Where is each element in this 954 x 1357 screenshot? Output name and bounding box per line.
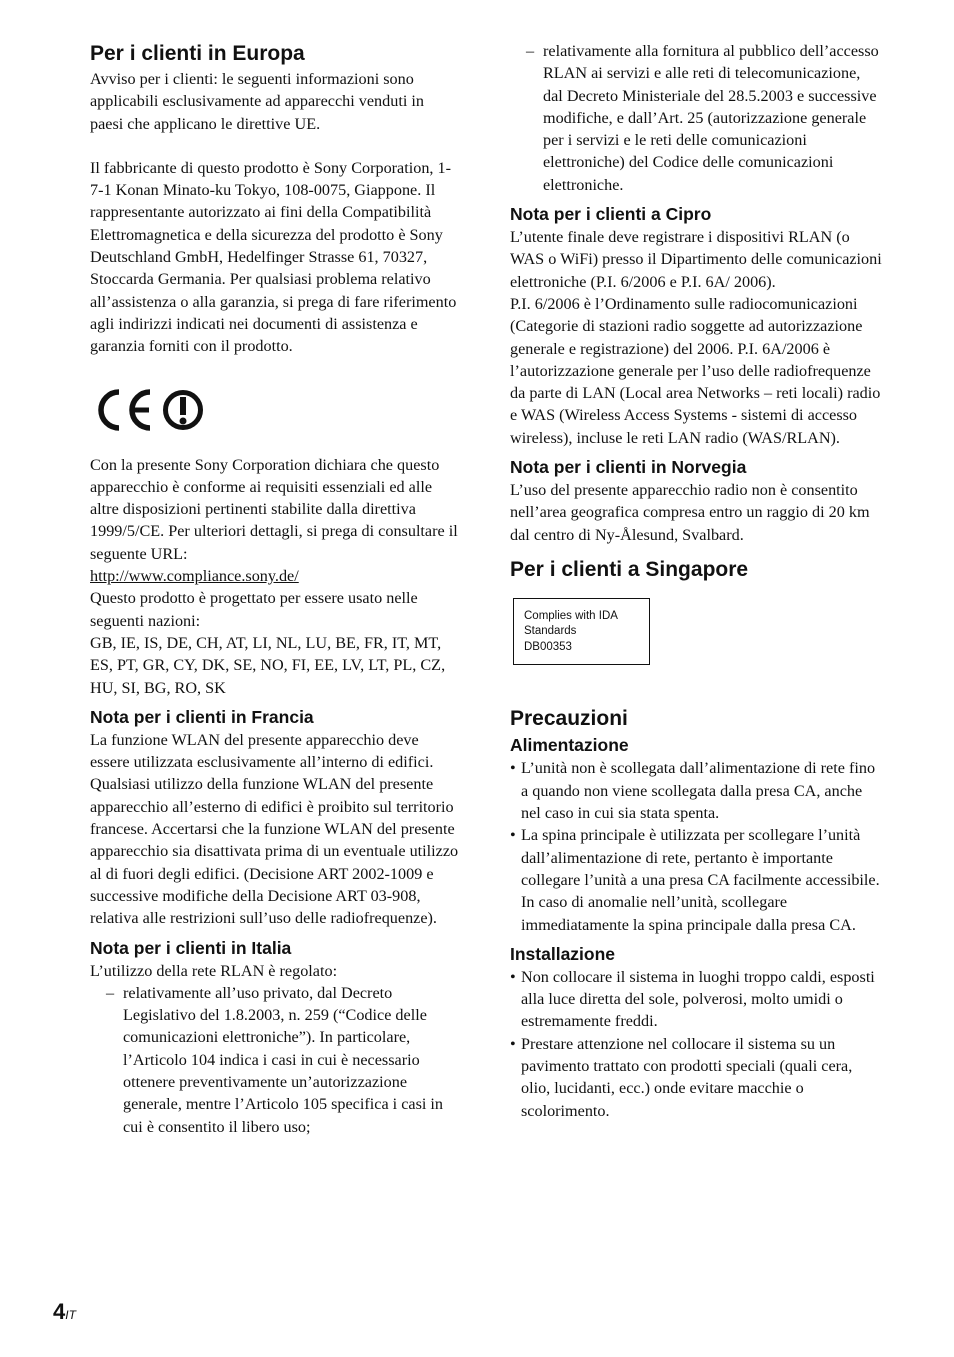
- installazione-bullet-2: • Prestare attenzione nel collocare il sistema su un pavimento trattato con prodotti speciali (quali cera, olio, lucidanti, ecc.) onde evitare macchie o scolorimento.: [510, 1033, 882, 1122]
- cipro-p1: L’utente finale deve registrare i dispositivi RLAN (o WAS o WiFi) presso il Dipartimento delle comunicazioni elettroniche (P.I. 6/2006 e P.I. 6A/ 2006).: [510, 228, 882, 291]
- cipro-p2: P.I. 6/2006 è l’Ordinamento sulle radiocomunicazioni (Categorie di stazioni radio soggette ad autorizzazione generale e registrazione) del 2006. P.I. 6A/2006 è l’autorizzazione generale per l’uso delle radiofrequenze da parte di LAN (Local area Networks – reti locali) radio e WAS (Wireless Access Systems - sistemi di accesso wireless), incluse le reti LAN radio (WAS/RLAN).: [510, 294, 881, 447]
- heading-italia: Nota per i clienti in Italia: [90, 937, 292, 958]
- italia-p1: L’utilizzo della rete RLAN è regolato:: [90, 961, 338, 980]
- alimentazione-bullet-1: • L’unità non è scollegata dall’alimentazione di rete fino a quando non viene scollegata dalla presa CA, anche nel caso in cui sia stata spenta.: [510, 757, 882, 824]
- ida-line-1: Complies with IDA: [524, 609, 618, 622]
- countries-list: GB, IE, IS, DE, CH, AT, LI, NL, LU, BE, FR, IT, MT, ES, PT, GR, CY, DK, SE, NO, FI, EE, LV, LT, PL, CZ, HU, SI, BG, RO, SK: [90, 633, 446, 697]
- compliance-link[interactable]: http://www.compliance.sony.de/: [90, 567, 299, 586]
- heading-france: Nota per i clienti in Francia: [90, 706, 314, 727]
- declaration-text: Con la presente Sony Corporation dichiara che questo apparecchio è conforme ai requisiti essenziali ed alle altre disposizioni pertinenti stabilite dalla direttiva 1999/5/CE. Per ulteriori dettagli, si prega di consultare il seguente URL:: [90, 455, 458, 563]
- france-p1: La funzione WLAN del presente apparecchio deve essere utilizzata esclusivamente all’interno di edifici.: [90, 730, 434, 772]
- heading-cipro: Nota per i clienti a Cipro: [510, 204, 712, 225]
- heading-singapore: Per i clienti a Singapore: [510, 557, 749, 581]
- right-column: [510, 40, 882, 1122]
- alimentazione-bullet-2: • La spina principale è utilizzata per scollegare l’unità dall’alimentazione di rete, pertanto è importante collegare l’unità a una presa CA facilmente accessibile. In caso di anomalie nell’unità, scollegare immediatamente la spina principale dalla presa CA.: [510, 824, 882, 935]
- italia-dash-item-1: – relativamente all’uso privato, dal Decreto Legislativo del 1.8.2003, n. 259 (“Codice delle comunicazioni elettroniche”). In particolare, l’Articolo 104 indica i casi in cui è necessario ottenere preventivamente un’autorizzazione generale, mentre l’Articolo 105 specifica i casi in cui è consentito il libero uso;: [90, 982, 460, 1138]
- ida-line-2: Standards: [524, 625, 577, 638]
- page-language-suffix: IT: [65, 1308, 76, 1322]
- heading-alimentazione: Alimentazione: [510, 735, 629, 756]
- heading-installazione: Installazione: [510, 943, 616, 964]
- manufacturer-info: Il fabbricante di questo prodotto è Sony Corporation, 1-7-1 Konan Minato-ku Tokyo, 108-0075, Giappone. Il rappresentante autorizzato ai fini della Compatibilità Elettromagnetica e della sicurezza del prodotto è Sony Deutschland GmbH, Hedelfinger Strasse 61, 70327, Stoccarda Germania. Per qualsiasi problema relativo all’assistenza o alla garanzia, si prega di fare riferimento agli indirizzi indicati nei documenti di assistenza e garanzia forniti con il prodotto.: [90, 158, 457, 356]
- countries-intro: Questo prodotto è progettato per essere usato nelle seguenti nazioni:: [90, 589, 418, 630]
- heading-europe: Per i clienti in Europa: [90, 42, 305, 65]
- france-p2: Qualsiasi utilizzo della funzione WLAN del presente apparecchio all’esterno di edifici è proibito sul territorio francese. Accertarsi che la funzione WLAN del presente apparecchio sia disattivata prima di un eventuale utilizzo al di fuori degli edifici. (Decisione ART 2002-1009 e successive modifiche della Decisione ART 03-908, relativa alle restrizioni sull’uso delle radiofrequenze).: [90, 775, 459, 928]
- ce-alert-marks: [92, 386, 460, 434]
- heading-norvegia: Nota per i clienti in Norvegia: [510, 457, 747, 478]
- installazione-bullet-1: • Non collocare il sistema in luoghi troppo caldi, esposti alla luce diretta del sole, polverosi, molto umidi o estremamente freddi.: [510, 966, 882, 1033]
- page-number: [53, 1299, 76, 1325]
- ce-alert-icon: [92, 386, 212, 434]
- norvegia-p1: L’uso del presente apparecchio radio non è consentito nell’area geografica compresa entro un raggio di 20 km dal centro di Ny-Ålesund, Svalbard.: [510, 481, 870, 544]
- heading-precauzioni: Precauzioni: [510, 707, 628, 731]
- ida-line-3: DB00353: [524, 640, 572, 653]
- ida-compliance-label: [513, 598, 650, 666]
- page-number-value: 4: [53, 1299, 66, 1324]
- left-column: [90, 40, 460, 1138]
- europe-notice: Avviso per i clienti: le seguenti informazioni sono applicabili esclusivamente ad apparecchi venduti in paesi che applicano le direttive UE.: [90, 70, 424, 133]
- italia-dash-item-2: – relativamente alla fornitura al pubblico dell’accesso RLAN ai servizi e alle reti di telecomunicazione, dal Decreto Ministeriale del 28.5.2003 e successive modifiche, e dall’Art. 25 (autorizzazione generale per i servizi e le reti delle comunicazioni elettroniche) del Codice delle comunicazioni elettroniche.: [510, 40, 882, 196]
